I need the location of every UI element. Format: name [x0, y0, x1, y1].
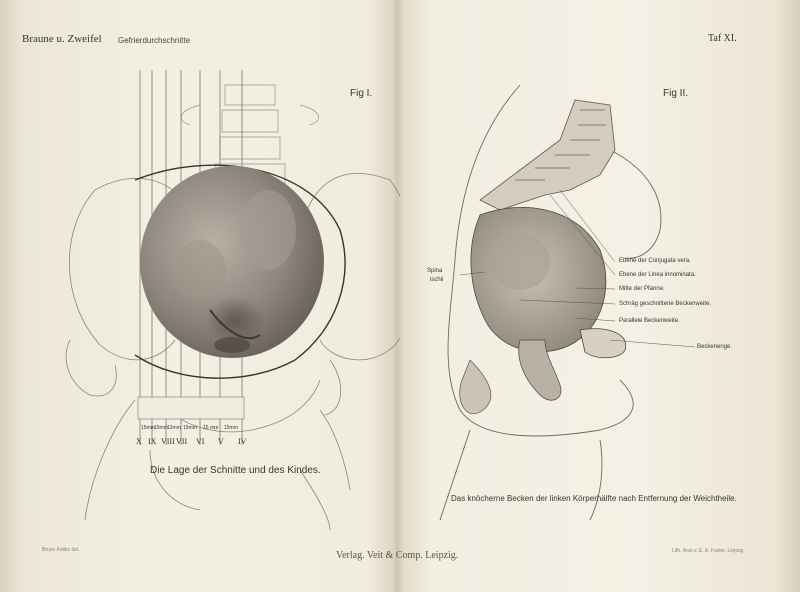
- sacrum: [480, 100, 615, 210]
- figure-1-caption: Die Lage der Schnitte und des Kindes.: [150, 465, 321, 476]
- section-numeral: IX: [148, 437, 157, 446]
- printer-credit: Lith. Anst.v. E. A. Funke, Leipzig.: [672, 548, 745, 554]
- figure-2-label: Fig II.: [663, 88, 689, 99]
- section-numeral: VI: [196, 437, 205, 446]
- spina-label-line2: ischii: [430, 277, 444, 283]
- spina-label-line1: Spina: [427, 268, 443, 274]
- header-authors: Braune u. Zweifel: [22, 33, 102, 45]
- section-numeral: VIII: [161, 437, 175, 446]
- measure-label: 15mm: [183, 425, 197, 431]
- section-numeral: X: [136, 437, 142, 446]
- annotation-label: Schräg geschnittene Beckenweite.: [619, 301, 712, 307]
- section-numeral: VII: [176, 437, 188, 446]
- measure-label: 15mm: [141, 425, 155, 431]
- annotation-label: Ebene der Conjugata vera.: [619, 258, 691, 264]
- measure-label: 15 mm: [203, 425, 219, 431]
- plate-number: Taf XI.: [708, 33, 737, 44]
- annotation-label: Beckenenge.: [697, 344, 733, 350]
- measure-label: 15mm: [224, 425, 238, 431]
- artist-credit: Bruno Keilitz del.: [42, 547, 80, 553]
- section-numeral: V: [218, 437, 224, 446]
- measure-label: 15mm: [154, 425, 168, 431]
- annotation-label: Ebene der Linea innominata.: [619, 272, 696, 278]
- annotation-label: Mitte der Pfanne.: [619, 286, 665, 292]
- annotation-label: Parallele Beckenweite.: [619, 318, 680, 324]
- measure-label: 12mm: [167, 425, 181, 431]
- header-title: Gefrierdurchschnitte: [118, 36, 191, 45]
- figure-1-label: Fig I.: [350, 88, 373, 99]
- section-numeral: IV: [238, 437, 247, 446]
- publisher-line: Verlag. Veit & Comp. Leipzig.: [336, 550, 459, 561]
- figure-2-caption: Das knöcherne Becken der linken Körperhälfte nach Entfernung der Weichtheile.: [451, 494, 737, 503]
